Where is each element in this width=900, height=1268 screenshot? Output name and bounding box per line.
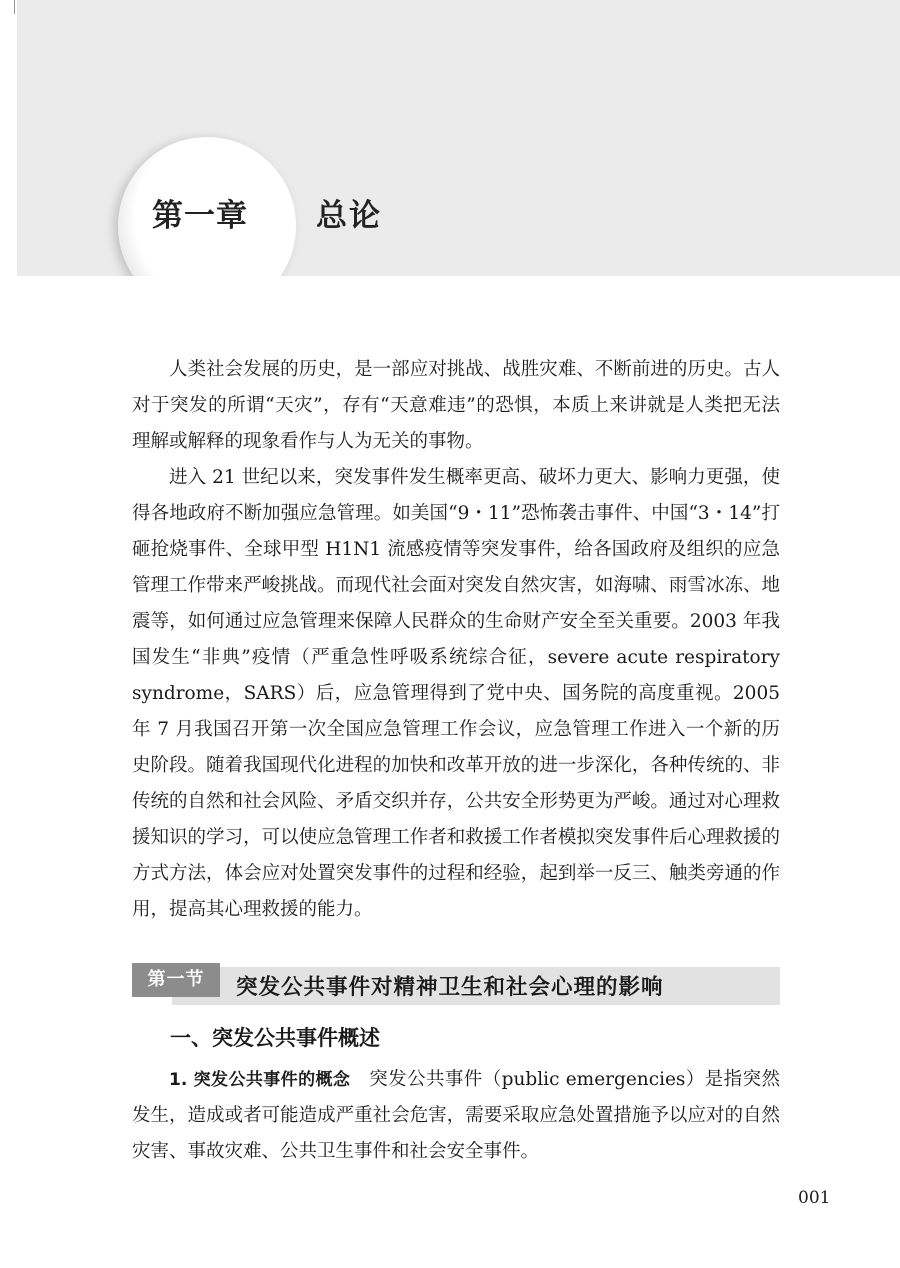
chapter-number: 第一章 — [152, 198, 248, 234]
section-number-tag: 第一节 — [132, 963, 220, 997]
term-label: 1. 突发公共事件的概念 — [169, 1070, 351, 1090]
intro-paragraph-2: 进入 21 世纪以来，突发事件发生概率更高、破坏力更大、影响力更强，使得各地政府不断加强应急管理。如美国“9・11”恐怖袭击事件、中国“3・14”打砸抢烧事件、全球甲型 H1N1 流感疫情等突发事件，给各国政府及组织的应急管理工作带来严峻挑战。而现代社会面对突发自然灾害，如海啸、雨雪冰冻、地震等，如何通过应急管理来保障人民群众的生命财产安全至关重要。2003 年我国发生“非典”疫情（严重急性呼吸系统综合征，severe acute respiratory syndrome，SARS）后，应急管理得到了党中央、国务院的高度重视。2005 年 7 月我国召开第一次全国应急管理工作会议，应急管理工作进入一个新的历史阶段。随着我国现代化进程的加快和改革开放的进一步深化，各种传统的、非传统的自然和社会风险、矛盾交织并存，公共安全形势更为严峻。通过对心理救援知识的学习，可以使应急管理工作者和救援工作者模拟突发事件后心理救援的方式方法，体会应对处置突发事件的过程和经验，起到举一反三、触类旁通的作用，提高其心理救援的能力。 — [132, 467, 780, 920]
section-title: 突发公共事件对精神卫生和社会心理的影响 — [236, 975, 664, 1000]
term-definition: 突发公共事件（public emergencies）是指突然发生，造成或者可能造成严重社会危害，需要采取应急处置措施予以应对的自然灾害、事故灾难、公共卫生事件和社会安全事件。 — [132, 1069, 780, 1162]
section-heading-bar — [132, 963, 780, 1007]
header-band-edge — [17, 276, 900, 336]
page-number: 001 — [798, 1188, 831, 1208]
chapter-title: 总论 — [316, 198, 382, 234]
subsection-heading: 一、突发公共事件概述 — [170, 1026, 380, 1050]
intro-paragraph-1: 人类社会发展的历史，是一部应对挑战、战胜灾难、不断前进的历史。古人对于突发的所谓“天灾”，存有“天意难违”的恐惧，本质上来讲就是人类把无法理解或解释的现象看作与人为无关的事物。 — [132, 359, 780, 452]
definition-paragraph — [132, 1062, 780, 1170]
crop-mark-top-left — [0, 0, 15, 14]
